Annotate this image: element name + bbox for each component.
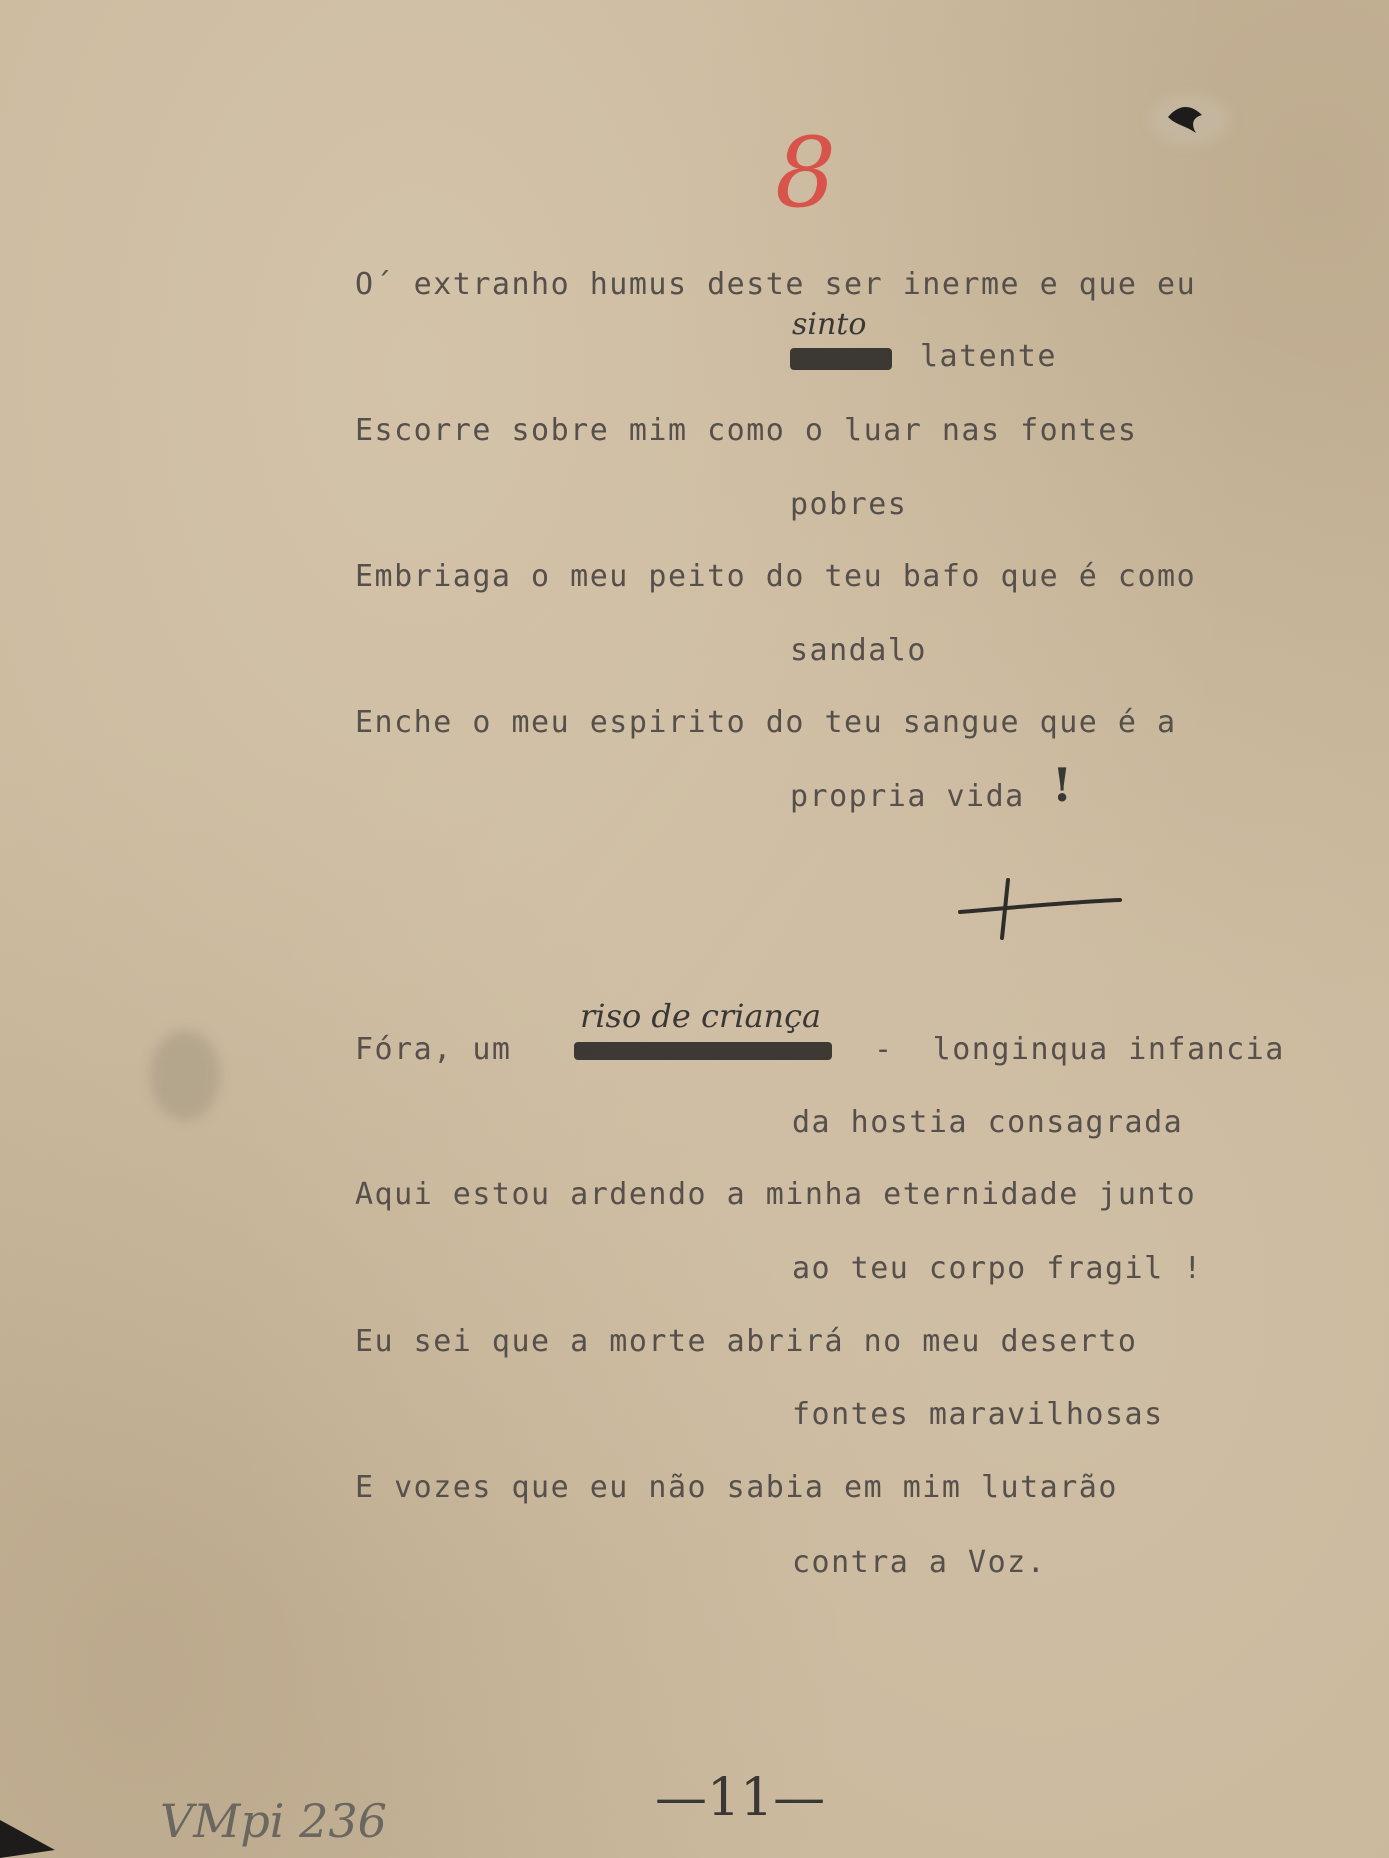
- stanza1-line3-cont: sandalo: [790, 633, 927, 668]
- stanza2-line4: E vozes que eu não sabia em mim lutarão: [355, 1470, 1118, 1505]
- stanza2-line4-cont: contra a Voz.: [792, 1545, 1047, 1580]
- handwritten-exclamation: !: [1052, 758, 1073, 812]
- stanza2-line2-cont: ao teu corpo fragil !: [792, 1251, 1203, 1286]
- stanza2-line1-start: Fóra, um: [355, 1032, 512, 1067]
- stanza1-line2: Escorre sobre mim como o luar nas fontes: [355, 413, 1138, 448]
- stanza2-line3-cont: fontes maravilhosas: [792, 1397, 1164, 1432]
- stanza2-handwritten-correction: riso de criança: [580, 997, 822, 1035]
- struck-out-phrase: [574, 1042, 832, 1060]
- corner-arrow-icon: [0, 1815, 60, 1858]
- stanza2-line1-cont: da hostia consagrada: [792, 1105, 1184, 1140]
- stanza2-line2: Aqui estou ardendo a minha eternidade junto: [355, 1177, 1197, 1212]
- stanza1-handwritten-correction: sinto: [792, 307, 867, 342]
- page-number: —11—: [655, 1768, 826, 1828]
- stanza1-line4-cont: propria vida: [790, 779, 1025, 814]
- stanza1-line4: Enche o meu espirito do teu sangue que é a: [355, 705, 1177, 740]
- stanza2-line3: Eu sei que a morte abrirá no meu deserto: [355, 1324, 1138, 1359]
- sheet-number: 8: [775, 117, 837, 229]
- struck-out-word: [790, 348, 892, 370]
- stanza1-line1: O´ extranho humus deste ser inerme e que eu: [355, 267, 1197, 302]
- stanza1-line3: Embriaga o meu peito do teu bafo que é como: [355, 559, 1197, 594]
- cross-mark-icon: [958, 872, 1123, 942]
- ink-blot-icon: [1160, 95, 1220, 145]
- stanza1-line1-cont: latente: [920, 339, 1057, 374]
- stanza2-line1-end: - longinqua infancia: [874, 1032, 1285, 1067]
- archive-code: VMpi 236: [160, 1794, 387, 1848]
- stanza1-line2-cont: pobres: [790, 487, 908, 522]
- paper-stain: [150, 1030, 220, 1120]
